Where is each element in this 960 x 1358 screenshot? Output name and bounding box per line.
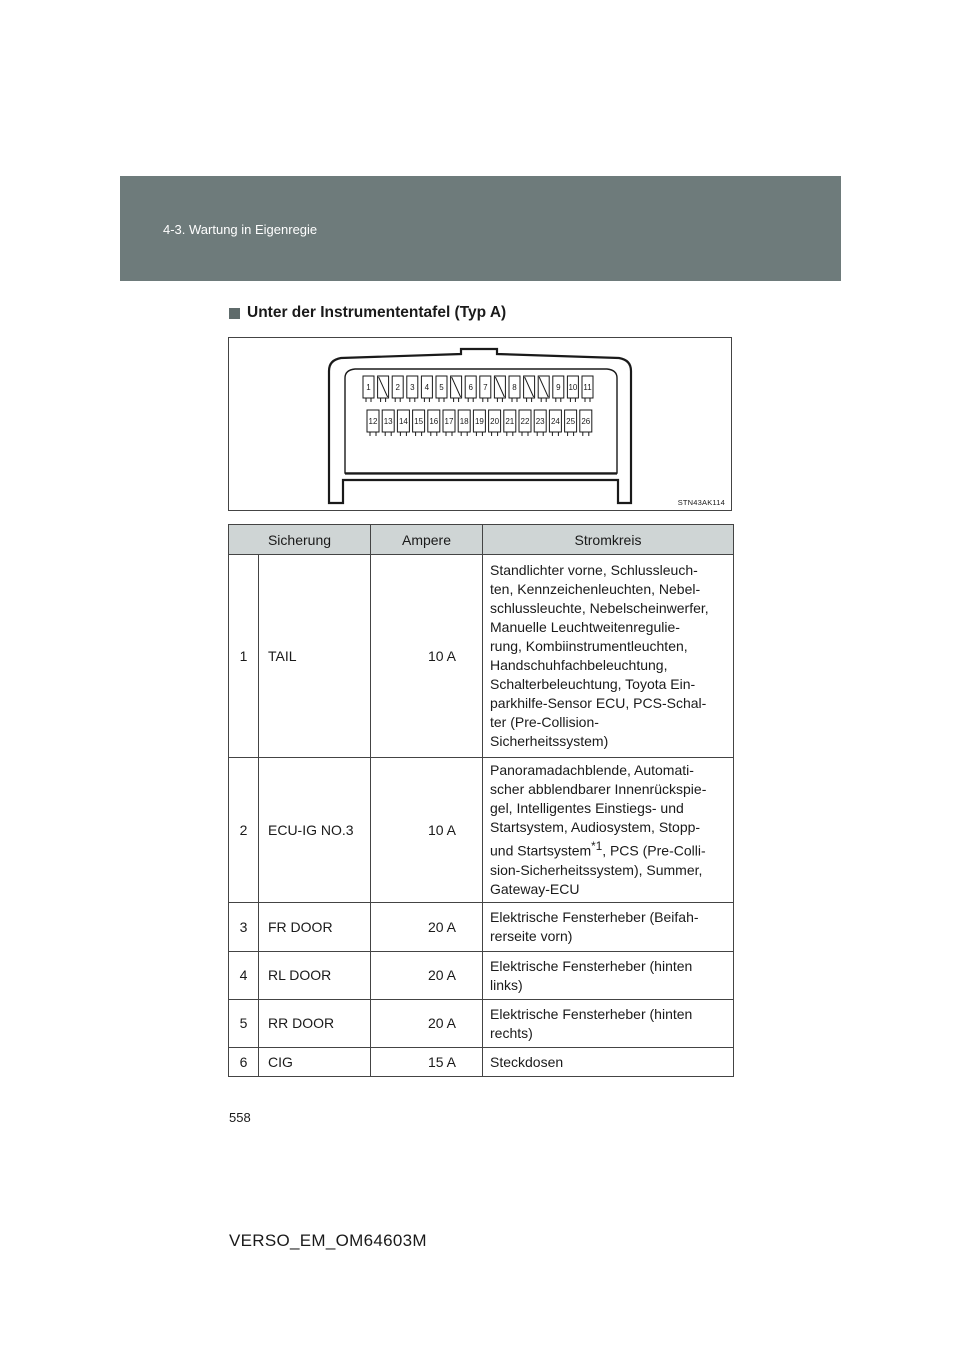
fuse-ampere: 10 A xyxy=(371,555,483,758)
fuse-slot-label: 4 xyxy=(424,383,430,392)
fuse-slot-label: 16 xyxy=(429,417,439,426)
fuse-slot-label: 6 xyxy=(468,383,473,392)
table-row xyxy=(229,1048,734,1077)
fuse-slot-24 xyxy=(549,410,561,436)
fuse-slot-label: 13 xyxy=(383,417,393,426)
fuse-slot-3 xyxy=(407,376,418,402)
fuse-circuit xyxy=(490,761,727,899)
fuse-slot-2 xyxy=(392,376,403,402)
fuse-slot-22 xyxy=(519,410,531,436)
fuse-number: 6 xyxy=(229,1048,259,1077)
fuse-box-drawing xyxy=(229,338,733,512)
fuse-slot-5 xyxy=(436,376,447,402)
fuse-slot-label: 11 xyxy=(583,383,592,392)
table-row xyxy=(229,903,734,952)
fuse-name: FR DOOR xyxy=(259,903,371,952)
fuse-slot-label: 7 xyxy=(483,383,488,392)
fuse-number: 5 xyxy=(229,1000,259,1048)
fuse-slot-blank xyxy=(378,376,389,402)
fuse-slot-12 xyxy=(367,410,379,436)
fuse-slot-21 xyxy=(504,410,516,436)
fuse-box-diagram xyxy=(228,337,732,511)
fuse-slot-blank xyxy=(451,376,462,402)
fuse-slot-label: 26 xyxy=(581,417,591,426)
table-row xyxy=(229,952,734,1000)
fuse-slot-23 xyxy=(534,410,546,436)
fuse-slot-19 xyxy=(473,410,485,436)
fuse-slot-7 xyxy=(480,376,491,402)
fuse-ampere: 15 A xyxy=(371,1048,483,1077)
fuse-slot-label: 12 xyxy=(368,417,378,426)
footnote-marker: *1 xyxy=(591,840,603,854)
fuse-slot-label: 15 xyxy=(414,417,424,426)
header-fuse: Sicherung xyxy=(229,525,371,555)
document-id: VERSO_EM_OM64603M xyxy=(229,1231,427,1250)
fuse-table xyxy=(228,524,734,1077)
fuse-slot-10 xyxy=(567,376,578,402)
fuse-slot-13 xyxy=(382,410,394,436)
fuse-name: TAIL xyxy=(259,555,371,758)
fuse-slot-label: 19 xyxy=(474,417,484,426)
figure-code: STN43AK114 xyxy=(677,498,725,507)
page-number: 558 xyxy=(229,1110,251,1125)
fuse-slot-label: 18 xyxy=(459,417,469,426)
fuse-slot-25 xyxy=(565,410,577,436)
fuse-number: 3 xyxy=(229,903,259,952)
fuse-name: ECU-IG NO.3 xyxy=(259,758,371,903)
fuse-slot-20 xyxy=(489,410,501,436)
table-row xyxy=(229,1000,734,1048)
fuse-circuit: Elektrische Fensterheber (hinten rechts) xyxy=(490,1005,693,1041)
circuit-text-b: , PCS (Pre-Colli- sion-Sicherheitssystem), Summer, Gateway-ECU xyxy=(490,842,706,897)
fuse-slot-4 xyxy=(421,376,432,402)
fuse-ampere: 20 A xyxy=(371,1000,483,1048)
fuse-slot-1 xyxy=(363,376,374,402)
fuse-slot-blank xyxy=(538,376,549,402)
fuse-number: 1 xyxy=(229,555,259,758)
fuse-slot-label: 1 xyxy=(366,383,371,392)
header-ampere: Ampere xyxy=(371,525,483,555)
fuse-slot-label: 9 xyxy=(556,383,561,392)
fuse-ampere: 20 A xyxy=(371,952,483,1000)
fuse-circuit: Elektrische Fensterheber (Beifah- rerseite vorn) xyxy=(490,909,699,944)
fuse-slot-label: 21 xyxy=(505,417,515,426)
fuse-slot-blank xyxy=(524,376,535,402)
fuse-circuit: Steckdosen xyxy=(490,1053,564,1070)
fuse-circuit: Standlichter vorne, Schlussleuch- ten, Kennzeichenleuchten, Nebel- schlussleuchte, Nebelscheinwerfer, Manuelle Leuchtweitenregulie- rung, Kombiinstrumentleuchten, Handschuhfachbeleuchtung, Schalterbeleuchtung, Toyota Ein- parkhilfe-Sensor ECU, PCS-Schal- ter (Pre-Collision- Sicherheitssystem) xyxy=(490,562,709,749)
fuse-circuit: Elektrische Fensterheber (hinten links) xyxy=(490,957,693,993)
table-row xyxy=(229,758,734,903)
fuse-name: CIG xyxy=(259,1048,371,1077)
fuse-slot-16 xyxy=(428,410,440,436)
fuse-slot-26 xyxy=(580,410,592,436)
fuse-ampere: 20 A xyxy=(371,903,483,952)
fuse-slot-blank xyxy=(494,376,505,402)
fuse-slot-label: 5 xyxy=(439,383,444,392)
header-circuit: Stromkreis xyxy=(483,525,734,555)
section-label: 4-3. Wartung in Eigenregie xyxy=(163,222,318,237)
fuse-slot-8 xyxy=(509,376,520,402)
fuse-slot-label: 22 xyxy=(520,417,530,426)
fuse-slot-label: 23 xyxy=(535,417,545,426)
fuse-slot-17 xyxy=(443,410,455,436)
fuse-slot-9 xyxy=(553,376,564,402)
fuse-name: RR DOOR xyxy=(259,1000,371,1048)
fuse-slot-label: 25 xyxy=(566,417,576,426)
table-header-row xyxy=(229,525,734,555)
fuse-row-bottom xyxy=(367,410,592,436)
square-bullet-icon xyxy=(229,308,240,319)
fuse-slot-label: 3 xyxy=(410,383,415,392)
fuse-slot-18 xyxy=(458,410,470,436)
fuse-slot-11 xyxy=(582,376,593,402)
circuit-text-a: Panoramadachblende, Automati- scher abblendbarer Innenrückspie- gel, Intelligentes Einstiegs- und Startsystem, Audiosystem, Stopp- und Startsystem xyxy=(490,762,707,859)
fuse-slot-label: 24 xyxy=(550,417,560,426)
fuse-slot-label: 10 xyxy=(568,383,578,392)
fuse-slot-label: 17 xyxy=(444,417,454,426)
section-heading xyxy=(229,304,506,322)
fuse-number: 2 xyxy=(229,758,259,903)
fuse-slot-6 xyxy=(465,376,476,402)
fuse-name: RL DOOR xyxy=(259,952,371,1000)
table-row xyxy=(229,555,734,758)
fuse-number: 4 xyxy=(229,952,259,1000)
fuse-slot-14 xyxy=(397,410,409,436)
fuse-slot-label: 20 xyxy=(490,417,500,426)
fuse-ampere: 10 A xyxy=(371,758,483,903)
fuse-slot-label: 14 xyxy=(398,417,408,426)
fuse-slot-15 xyxy=(413,410,425,436)
fuse-slot-label: 8 xyxy=(512,383,517,392)
fuse-slot-label: 2 xyxy=(395,383,400,392)
heading-title: Unter der Instrumententafel (Typ A) xyxy=(247,304,507,321)
